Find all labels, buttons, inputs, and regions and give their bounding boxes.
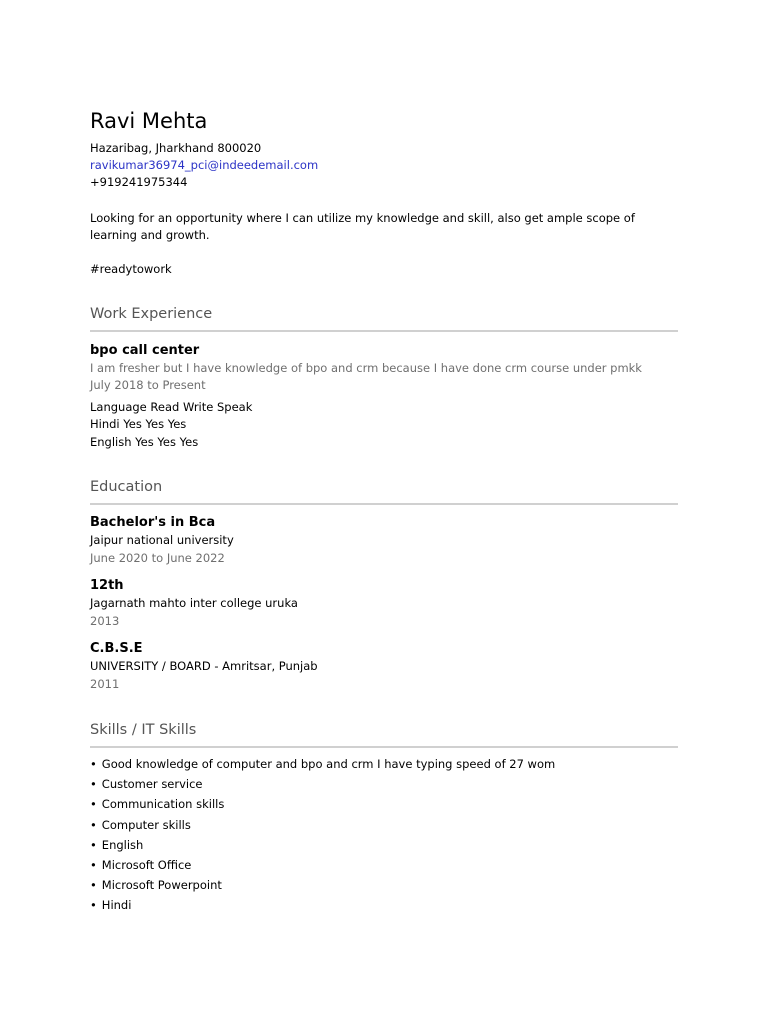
- candidate-phone: +919241975344: [90, 175, 188, 189]
- work-experience-section: [90, 304, 678, 452]
- skills-section: [90, 720, 678, 916]
- bullet-icon: •: [90, 898, 97, 913]
- resume-page: [90, 106, 678, 916]
- skill-label: Communication skills: [101, 797, 225, 812]
- work-entry: [90, 342, 678, 452]
- education-dates: 2013: [90, 613, 120, 628]
- job-detail-line: Hindi Yes Yes Yes: [90, 417, 187, 431]
- school-name: Jaipur national university: [90, 533, 234, 547]
- education-entry: [90, 577, 678, 630]
- skill-item: [90, 774, 678, 794]
- job-detail-line: Language Read Write Speak: [90, 399, 253, 414]
- skill-label: Customer service: [101, 777, 203, 792]
- candidate-name: Ravi Mehta: [90, 109, 208, 133]
- bullet-icon: •: [90, 837, 97, 852]
- skill-label: Microsoft Powerpoint: [101, 878, 222, 893]
- degree-title: Bachelor's in Bca: [90, 515, 216, 530]
- skill-label: Good knowledge of computer and bpo and crm I have typing speed of 27 wom: [101, 757, 556, 771]
- degree-title: 12th: [90, 578, 124, 593]
- skill-item: [90, 875, 678, 895]
- skill-label: English: [101, 837, 144, 852]
- education-dates: June 2020 to June 2022: [90, 550, 225, 565]
- degree-title: C.B.S.E: [90, 641, 143, 656]
- summary-text: Looking for an opportunity where I can utilize my knowledge and skill, also get ample scope of learning and growth.: [90, 211, 635, 242]
- job-detail-line: English Yes Yes Yes: [90, 434, 199, 449]
- skill-label: Microsoft Office: [101, 858, 192, 873]
- job-details: [90, 399, 678, 452]
- skill-item: [90, 895, 678, 915]
- bullet-icon: •: [90, 757, 97, 771]
- skill-item: [90, 815, 678, 835]
- bullet-icon: •: [90, 858, 97, 873]
- section-divider: [90, 746, 678, 748]
- bullet-icon: •: [90, 878, 97, 893]
- candidate-address: Hazaribag, Jharkhand 800020: [90, 141, 262, 155]
- job-description: I am fresher but I have knowledge of bpo and crm because I have done crm course under pmkk: [90, 360, 642, 375]
- summary-hashtag: #readytowork: [90, 262, 172, 276]
- skills-title: Skills / IT Skills: [90, 722, 197, 738]
- skill-item: [90, 835, 678, 855]
- bullet-icon: •: [90, 817, 97, 832]
- education-entry: [90, 640, 678, 693]
- school-name: UNIVERSITY / BOARD - Amritsar, Punjab: [90, 659, 318, 673]
- skill-label: Computer skills: [101, 817, 191, 832]
- bullet-icon: •: [90, 777, 97, 792]
- skill-item: [90, 794, 678, 814]
- section-divider: [90, 330, 678, 332]
- candidate-email-link[interactable]: ravikumar36974_pci@indeedemail.com: [90, 158, 319, 172]
- work-experience-title: Work Experience: [90, 305, 213, 322]
- skill-label: Hindi: [101, 898, 132, 913]
- job-title: bpo call center: [90, 342, 200, 358]
- school-name: Jagarnath mahto inter college uruka: [90, 596, 298, 610]
- education-section: [90, 477, 678, 693]
- skills-list: [90, 754, 678, 916]
- skill-item: [90, 855, 678, 875]
- education-dates: 2011: [90, 676, 120, 691]
- education-title: Education: [90, 479, 163, 495]
- education-entry: [90, 514, 678, 567]
- skill-item: [90, 754, 678, 774]
- section-divider: [90, 503, 678, 505]
- bullet-icon: •: [90, 797, 97, 812]
- job-dates: July 2018 to Present: [90, 378, 206, 392]
